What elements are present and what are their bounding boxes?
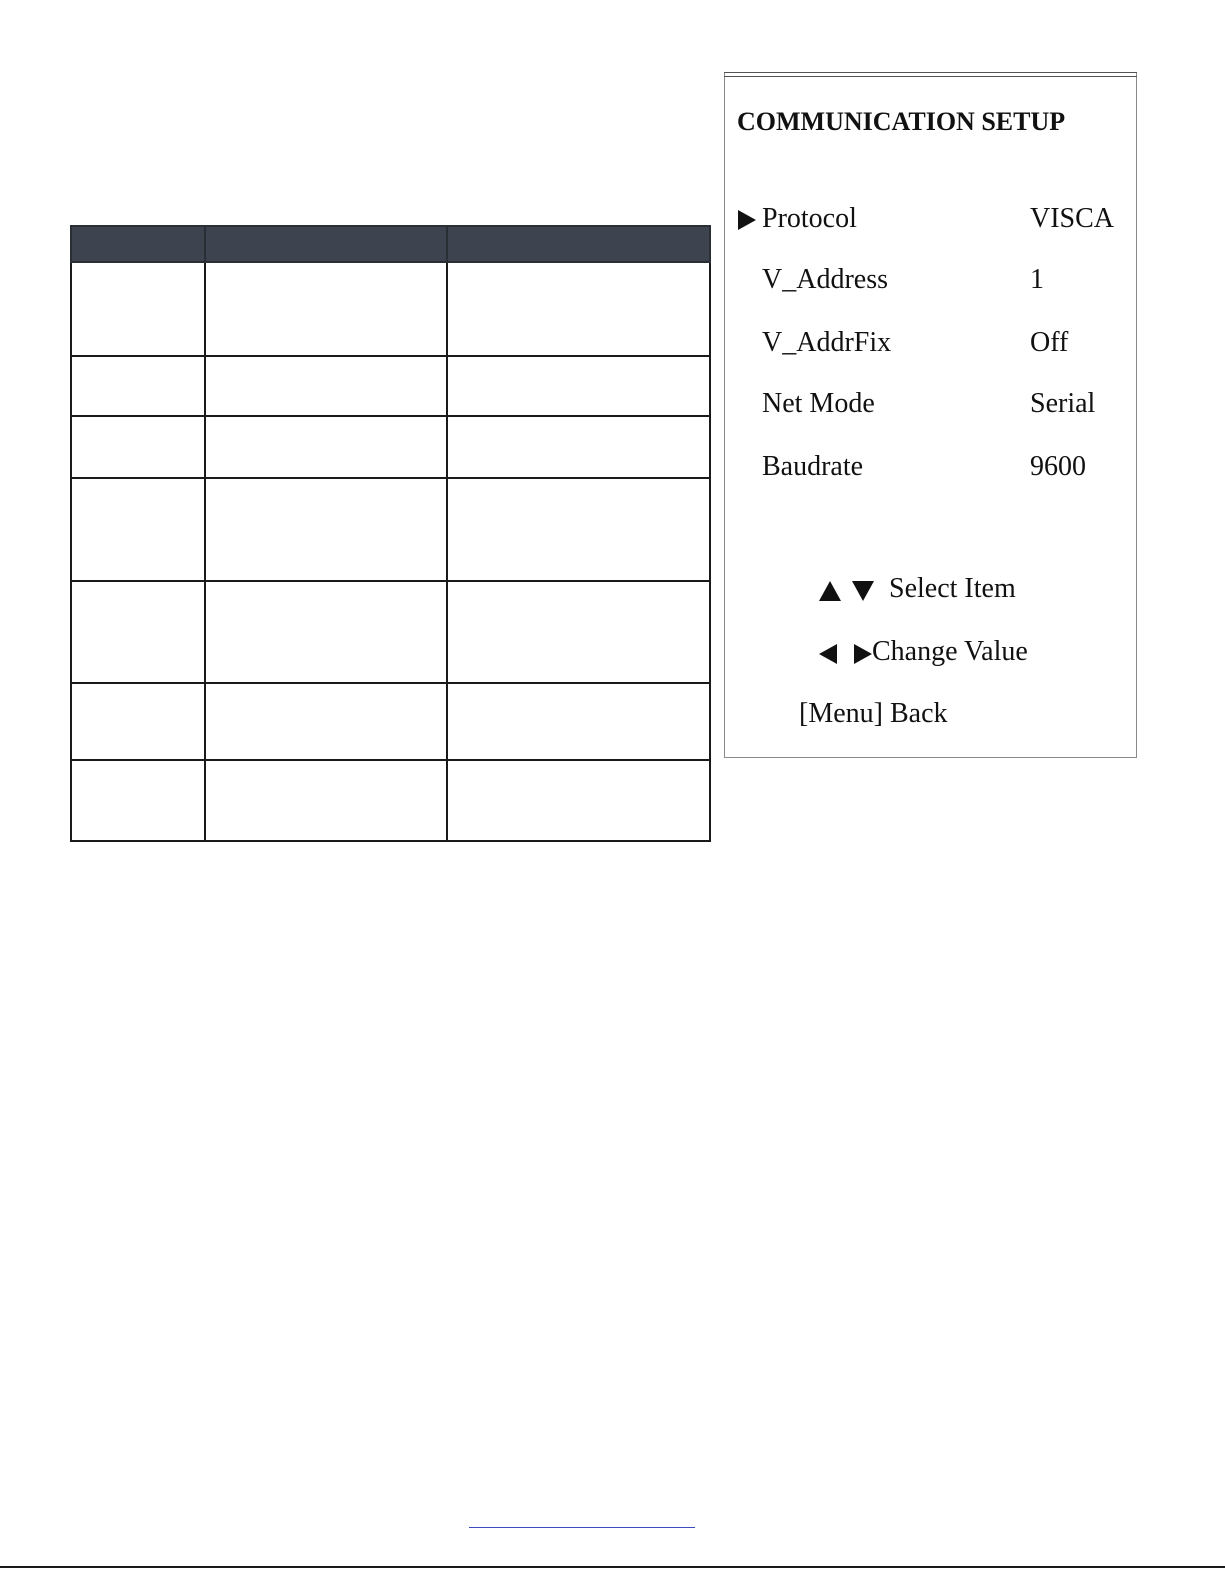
settings-table: [70, 225, 711, 842]
hint-change-value: [819, 636, 1028, 668]
table-row: [71, 760, 710, 841]
table-row: [71, 581, 710, 683]
table-cell: [205, 760, 447, 841]
osd-item-value: 9600: [1030, 451, 1086, 482]
table-cell: [71, 262, 205, 356]
osd-item-label: Protocol: [762, 203, 857, 234]
table-cell: [205, 478, 447, 581]
table-row: [71, 683, 710, 760]
osd-item-label: V_AddrFix: [762, 327, 892, 358]
table-header-row: [71, 226, 710, 262]
osd-item-v-addrfix[interactable]: [725, 327, 1136, 361]
header-cell-value: [205, 226, 447, 262]
hint-select-label: Select Item: [889, 573, 1016, 604]
table-cell: [447, 416, 710, 478]
header-cell-item: [71, 226, 205, 262]
table-cell: [205, 356, 447, 416]
table-cell: [71, 416, 205, 478]
table-row: [71, 416, 710, 478]
osd-item-v-address[interactable]: [725, 264, 1136, 298]
table-cell: [205, 416, 447, 478]
osd-item-value: Off: [1030, 327, 1069, 358]
footer-divider: [0, 1566, 1225, 1568]
cursor-right-icon: [738, 210, 756, 230]
table-cell: [447, 262, 710, 356]
table-cell: [205, 581, 447, 683]
osd-item-label: V_Address: [762, 264, 888, 295]
table-cell: [71, 581, 205, 683]
table-cell: [205, 683, 447, 760]
right-arrow-icon: [854, 644, 872, 664]
osd-item-value: 1: [1030, 264, 1044, 295]
table-cell: [447, 478, 710, 581]
table-cell: [71, 760, 205, 841]
table-row: [71, 478, 710, 581]
table-cell: [205, 262, 447, 356]
table-cell: [71, 478, 205, 581]
down-arrow-icon: [852, 581, 874, 601]
hint-select-item: [819, 573, 1016, 605]
osd-item-protocol[interactable]: [725, 203, 1136, 237]
table-cell: [447, 683, 710, 760]
table-row: [71, 262, 710, 356]
header-cell-description: [447, 226, 710, 262]
osd-item-baudrate[interactable]: [725, 451, 1136, 485]
table-cell: [447, 356, 710, 416]
osd-item-value: VISCA: [1030, 203, 1115, 234]
table-cell: [447, 581, 710, 683]
up-arrow-icon: [819, 581, 841, 601]
osd-menu-panel: [724, 72, 1137, 758]
table-cell: [71, 683, 205, 760]
footer-link-underline[interactable]: [469, 1527, 695, 1528]
osd-item-label: Baudrate: [762, 451, 864, 482]
table-cell: [71, 356, 205, 416]
left-arrow-icon: [819, 644, 837, 664]
table-row: [71, 356, 710, 416]
osd-item-net-mode[interactable]: [725, 388, 1136, 422]
osd-item-label: Net Mode: [762, 388, 875, 419]
hint-change-label: Change Value: [872, 636, 1028, 667]
table-cell: [447, 760, 710, 841]
hint-menu-back: [Menu] Back: [799, 698, 948, 729]
osd-menu-title: COMMUNICATION SETUP: [737, 107, 1066, 136]
osd-item-value: Serial: [1030, 388, 1096, 419]
